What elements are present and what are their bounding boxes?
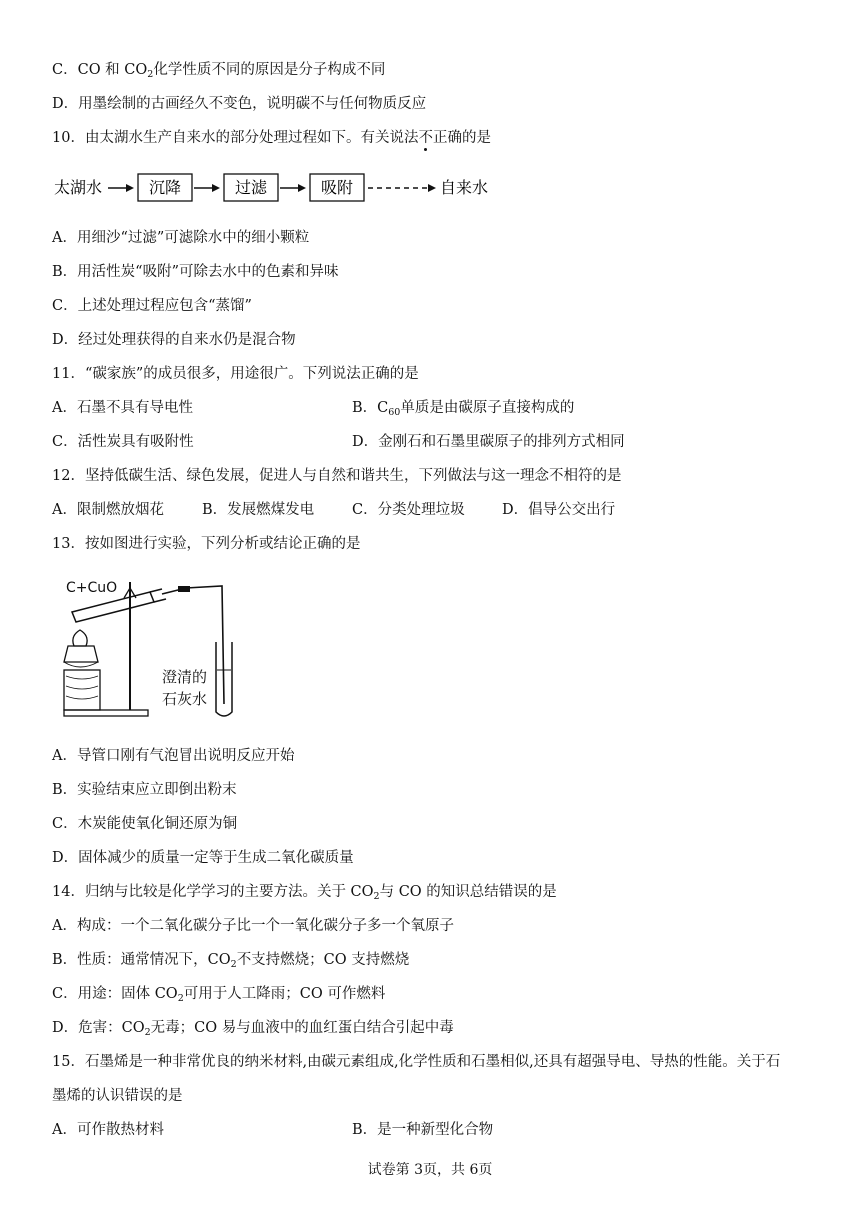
water-treatment-flowchart bbox=[52, 168, 512, 208]
figure-limewater-label-2: 石灰水 bbox=[162, 690, 208, 708]
wood-grain bbox=[66, 676, 98, 699]
figure-reactants-label: C+CuO bbox=[66, 580, 118, 596]
flow-source: 太湖水 bbox=[54, 178, 103, 197]
flow-arrowhead bbox=[428, 184, 436, 192]
q9-option-c: C．CO 和 $CO_2$化学性质不同的原因是分子构成不同 bbox=[52, 62, 386, 80]
q13-option-a: A．导管口刚有气泡冒出说明反应开始 bbox=[52, 748, 295, 764]
delivery-tube bbox=[162, 586, 224, 704]
q12-stem: 12．坚持低碳生活、绿色发展，促进人与自然和谐共生，下列做法与这一理念不相符的是 bbox=[52, 468, 622, 484]
q14-option-b: B．性质：通常情况下，$CO_2$不支持燃烧；CO 支持燃烧 bbox=[52, 952, 410, 970]
q14-stem: 14．归纳与比较是化学学习的主要方法。关于 $CO_2$与 CO 的知识总结错误的是 bbox=[52, 884, 557, 902]
figure-limewater-label-1: 澄清的 bbox=[162, 668, 208, 686]
q10-option-d: D．经过处理获得的自来水仍是混合物 bbox=[52, 332, 296, 348]
q14-option-a: A．构成：一个二氧化碳分子比一个一氧化碳分子多一个氧原子 bbox=[52, 918, 454, 934]
q10-option-a: A．用细沙“过滤”可滤除水中的细小颗粒 bbox=[52, 230, 310, 246]
q15-option-a: A．可作散热材料 bbox=[52, 1122, 164, 1138]
alcohol-lamp bbox=[64, 630, 98, 667]
q10-option-c: C．上述处理过程应包含“蒸馏” bbox=[52, 298, 252, 314]
q11-option-c: C．活性炭具有吸附性 bbox=[52, 434, 194, 450]
q12-option-a: A．限制燃放烟花 bbox=[52, 502, 164, 518]
q10-stem: 10．由太湖水生产自来水的部分处理过程如下。有关说法不正确的是 bbox=[52, 130, 491, 146]
q11-option-b: B．$C_{60}$单质是由碳原子直接构成的 bbox=[352, 400, 575, 418]
rubber-connector bbox=[178, 586, 190, 592]
q11-option-a: A．石墨不具有导电性 bbox=[52, 400, 193, 416]
q13-option-b: B．实验结束应立即倒出粉末 bbox=[52, 782, 237, 798]
wooden-block bbox=[64, 670, 100, 710]
q13-option-d: D．固体减少的质量一定等于生成二氧化碳质量 bbox=[52, 850, 354, 866]
q12-option-b: B．发展燃煤发电 bbox=[202, 502, 315, 518]
q14-option-c: C．用途：固体 $CO_2$可用于人工降雨；CO 可作燃料 bbox=[52, 986, 386, 1004]
q14-option-d: D．危害：$CO_2$无毒；CO 易与血液中的血红蛋白结合引起中毒 bbox=[52, 1020, 454, 1038]
stand-base bbox=[64, 710, 148, 716]
carbon-reduction-apparatus-figure bbox=[54, 572, 244, 720]
flow-step-1: 沉降 bbox=[149, 178, 182, 197]
q12-option-d: D．倡导公交出行 bbox=[502, 502, 616, 518]
q11-stem: 11．“碳家族”的成员很多，用途很广。下列说法正确的是 bbox=[52, 366, 419, 382]
emphasis-dot-text: 不 bbox=[418, 130, 433, 146]
flow-product: 自来水 bbox=[440, 178, 489, 197]
flow-arrowhead bbox=[212, 184, 220, 192]
q13-option-c: C．木炭能使氧化铜还原为铜 bbox=[52, 816, 238, 832]
q12-option-c: C．分类处理垃圾 bbox=[352, 502, 465, 518]
q10-option-b: B．用活性炭“吸附”可除去水中的色素和异味 bbox=[52, 264, 339, 280]
flow-step-3: 吸附 bbox=[321, 178, 354, 197]
page-footer: 试卷第 3页，共 6页 bbox=[367, 1162, 493, 1178]
flow-step-2: 过滤 bbox=[235, 178, 268, 197]
flow-arrowhead bbox=[298, 184, 306, 192]
q11-option-d: D．金刚石和石墨里碳原子的排列方式相同 bbox=[352, 434, 625, 450]
flow-arrowhead bbox=[126, 184, 134, 192]
q15-option-b: B．是一种新型化合物 bbox=[352, 1122, 494, 1138]
q15-stem-line-1: 15．石墨烯是一种非常优良的纳米材料,由碳元素组成,化学性质和石墨相似,还具有超强导电、导热的性能。关于石 bbox=[52, 1054, 781, 1070]
q15-stem-line-2: 墨烯的认识错误的是 bbox=[52, 1088, 183, 1104]
q9-option-d: D．用墨绘制的古画经久不变色，说明碳不与任何物质反应 bbox=[52, 96, 427, 112]
q13-stem: 13．按如图进行实验，下列分析或结论正确的是 bbox=[52, 536, 361, 552]
